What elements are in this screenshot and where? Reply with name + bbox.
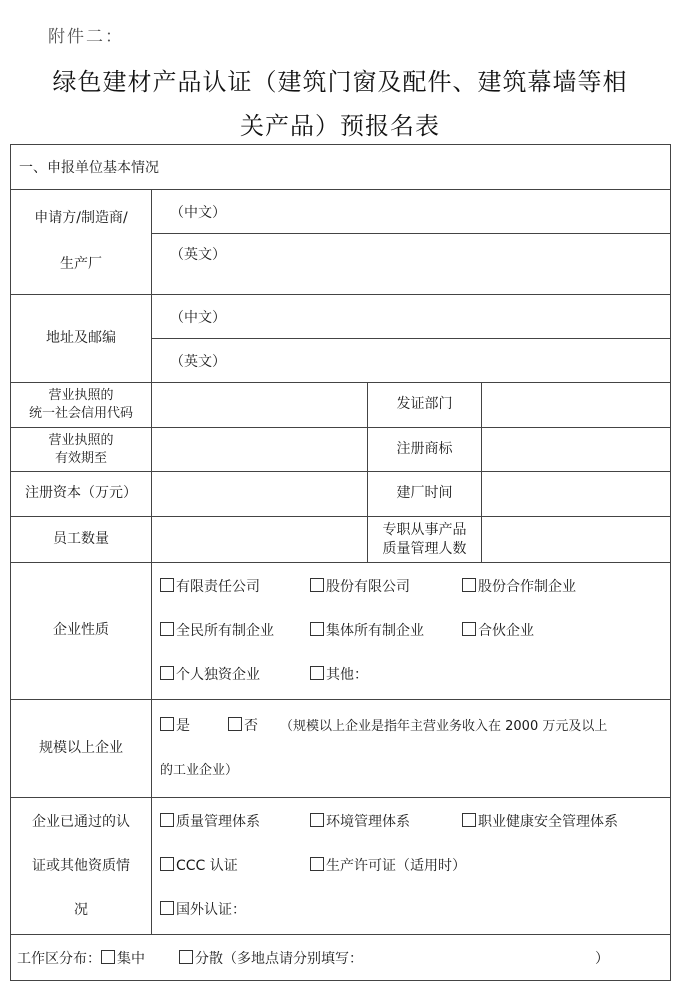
checkbox-icon[interactable] bbox=[228, 717, 242, 731]
checkbox-icon[interactable] bbox=[310, 857, 324, 871]
applicant-label-line-2: 生产厂 bbox=[60, 256, 102, 272]
scale-row bbox=[11, 700, 671, 798]
cert-option-foreign[interactable] bbox=[160, 888, 246, 932]
checkbox-icon[interactable] bbox=[462, 813, 476, 827]
checkbox-icon[interactable] bbox=[160, 813, 174, 827]
applicant-cn-field[interactable] bbox=[152, 190, 671, 234]
form-title-line-1: 绿色建材产品认证（建筑门窗及配件、建筑幕墙等相 bbox=[52, 68, 628, 96]
scale-label: 规模以上企业 bbox=[11, 700, 152, 798]
cert-option-production-license[interactable] bbox=[310, 844, 466, 888]
nature-option-label: 个人独资企业 bbox=[176, 667, 260, 683]
cert-option-label: 环境管理体系 bbox=[326, 814, 410, 830]
scale-no-label: 否 bbox=[244, 718, 258, 734]
checkbox-icon[interactable] bbox=[310, 813, 324, 827]
nature-option-label: 股份合作制企业 bbox=[478, 579, 576, 595]
cert-option-ccc[interactable] bbox=[160, 844, 310, 888]
qm-staff-label-line-2: 质量管理人数 bbox=[382, 540, 467, 557]
scale-option-yes[interactable] bbox=[160, 704, 228, 748]
cert-option-label: 生产许可证（适用时） bbox=[326, 858, 466, 874]
nature-option-joint-stock[interactable] bbox=[310, 565, 462, 609]
checkbox-icon[interactable] bbox=[101, 950, 115, 964]
work-area-row bbox=[11, 935, 671, 981]
cert-label-line-2: 证或其他资质情 bbox=[32, 858, 130, 874]
checkbox-icon[interactable] bbox=[310, 578, 324, 592]
applicant-label-line-1: 申请方/制造商/ bbox=[34, 210, 128, 227]
issuing-dept-field[interactable] bbox=[482, 383, 671, 428]
nature-option-label: 有限责任公司 bbox=[176, 579, 260, 595]
section-header-row bbox=[11, 145, 671, 190]
nature-label: 企业性质 bbox=[11, 563, 152, 700]
trademark-field[interactable] bbox=[482, 428, 671, 472]
qm-staff-label-line-1: 专职从事产品 bbox=[382, 521, 467, 538]
cert-option-quality[interactable] bbox=[160, 800, 310, 844]
address-cn-hint: （中文） bbox=[170, 309, 226, 326]
scale-note-line-2: 的工业企业） bbox=[160, 763, 239, 778]
work-area-option-central[interactable] bbox=[101, 948, 145, 968]
nature-option-other[interactable] bbox=[310, 653, 368, 697]
license-valid-field[interactable] bbox=[152, 428, 368, 472]
checkbox-icon[interactable] bbox=[160, 857, 174, 871]
capital-field[interactable] bbox=[152, 472, 368, 517]
staff-label: 员工数量 bbox=[11, 517, 152, 563]
scale-option-no[interactable] bbox=[228, 704, 280, 748]
capital-row bbox=[11, 472, 671, 517]
checkbox-icon[interactable] bbox=[310, 622, 324, 636]
cert-option-label: 国外认证： bbox=[176, 902, 246, 918]
applicant-cn-hint: （中文） bbox=[170, 204, 226, 221]
nature-row bbox=[11, 563, 671, 700]
scale-options bbox=[152, 700, 671, 798]
checkbox-icon[interactable] bbox=[160, 578, 174, 592]
cert-label-line-3: 况 bbox=[74, 902, 88, 918]
applicant-en-hint: （英文） bbox=[170, 247, 226, 263]
checkbox-icon[interactable] bbox=[160, 717, 174, 731]
license-valid-row bbox=[11, 428, 671, 472]
cert-option-label: 职业健康安全管理体系 bbox=[478, 814, 618, 830]
staff-field[interactable] bbox=[152, 517, 368, 563]
nature-option-limited[interactable] bbox=[160, 565, 310, 609]
nature-option-stock-coop[interactable] bbox=[462, 565, 576, 609]
cert-row bbox=[11, 798, 671, 935]
address-en-field[interactable] bbox=[152, 339, 671, 383]
checkbox-icon[interactable] bbox=[462, 578, 476, 592]
checkbox-icon[interactable] bbox=[160, 901, 174, 915]
address-en-hint: （英文） bbox=[170, 353, 226, 370]
license-valid-label-line-2: 有效期至 bbox=[54, 450, 107, 466]
license-valid-label bbox=[11, 428, 152, 472]
work-area-scattered-label: 分散（多地点请分别填写： bbox=[195, 950, 363, 967]
qm-staff-label bbox=[368, 517, 482, 563]
nature-option-label: 其他： bbox=[326, 667, 368, 683]
work-area-cell bbox=[11, 935, 671, 981]
trademark-label: 注册商标 bbox=[368, 428, 482, 472]
registration-form-table bbox=[10, 144, 671, 981]
nature-option-label: 合伙企业 bbox=[478, 623, 534, 639]
cert-label-line-1: 企业已通过的认 bbox=[32, 814, 130, 830]
nature-options bbox=[152, 563, 671, 700]
qm-staff-field[interactable] bbox=[482, 517, 671, 563]
license-code-row bbox=[11, 383, 671, 428]
license-code-label bbox=[11, 383, 152, 428]
capital-label: 注册资本（万元） bbox=[11, 472, 152, 517]
cert-option-environment[interactable] bbox=[310, 800, 462, 844]
address-cn-field[interactable] bbox=[152, 295, 671, 339]
issuing-dept-label: 发证部门 bbox=[368, 383, 482, 428]
license-valid-label-line-1: 营业执照的 bbox=[48, 432, 114, 448]
cert-option-ohs[interactable] bbox=[462, 800, 618, 844]
checkbox-icon[interactable] bbox=[462, 622, 476, 636]
section-title: 一、申报单位基本情况 bbox=[11, 145, 671, 190]
founded-label: 建厂时间 bbox=[368, 472, 482, 517]
cert-label bbox=[11, 798, 152, 935]
work-area-central-label: 集中 bbox=[117, 950, 145, 967]
work-area-close-paren: ） bbox=[595, 950, 609, 967]
applicant-label bbox=[11, 190, 152, 295]
license-code-label-line-2: 统一社会信用代码 bbox=[28, 406, 133, 421]
checkbox-icon[interactable] bbox=[160, 622, 174, 636]
checkbox-icon[interactable] bbox=[160, 666, 174, 680]
checkbox-icon[interactable] bbox=[310, 666, 324, 680]
nature-option-label: 全民所有制企业 bbox=[176, 623, 274, 639]
scale-yes-label: 是 bbox=[176, 718, 190, 734]
founded-field[interactable] bbox=[482, 472, 671, 517]
cert-options bbox=[152, 798, 671, 935]
applicant-cn-row bbox=[11, 190, 671, 234]
nature-option-collective[interactable] bbox=[310, 609, 462, 653]
work-area-label: 工作区分布： bbox=[17, 950, 101, 967]
nature-option-label: 股份有限公司 bbox=[326, 579, 410, 595]
nature-option-state-owned[interactable] bbox=[160, 609, 310, 653]
license-code-label-line-1: 营业执照的 bbox=[48, 388, 114, 404]
license-code-field[interactable] bbox=[152, 383, 368, 428]
nature-option-partnership[interactable] bbox=[462, 609, 534, 653]
address-cn-row bbox=[11, 295, 671, 339]
checkbox-icon[interactable] bbox=[179, 950, 193, 964]
cert-option-label: CCC 认证 bbox=[176, 858, 238, 874]
cert-option-label: 质量管理体系 bbox=[176, 814, 260, 830]
work-area-option-scattered[interactable] bbox=[179, 948, 363, 968]
attachment-label: 附件二： bbox=[48, 27, 124, 47]
applicant-en-field[interactable] bbox=[152, 234, 671, 295]
staff-row bbox=[11, 517, 671, 563]
form-title-line-2: 关产品）预报名表 bbox=[240, 112, 440, 140]
nature-option-sole-proprietor[interactable] bbox=[160, 653, 310, 697]
scale-note-line-1: （规模以上企业是指年主营业务收入在 2000 万元及以上 bbox=[280, 719, 608, 734]
nature-option-label: 集体所有制企业 bbox=[326, 623, 424, 639]
address-label: 地址及邮编 bbox=[11, 295, 152, 383]
